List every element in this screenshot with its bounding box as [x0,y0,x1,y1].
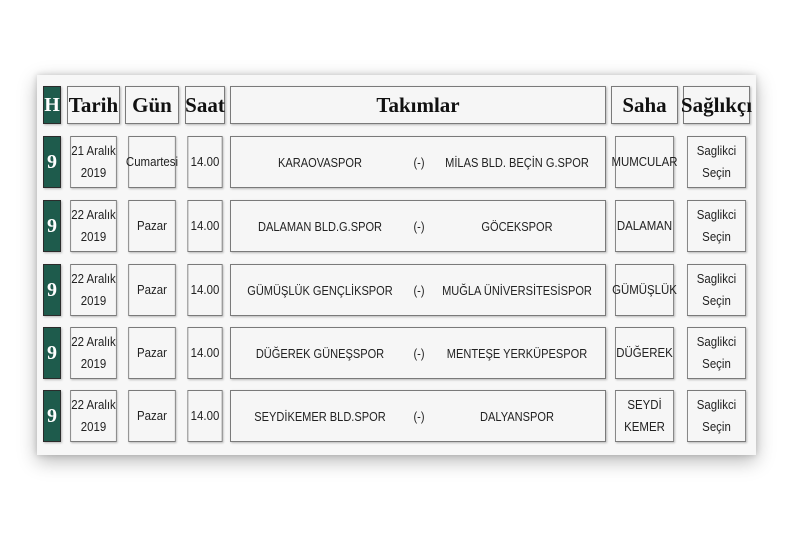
match-teams [230,390,606,442]
match-day: Cumartesi [128,136,176,188]
header-gun: Gün [125,86,179,124]
match-time: 14.00 [187,136,222,188]
match-time: 14.00 [187,327,222,379]
match-venue: DÜĞEREK [615,327,674,379]
match-venue: SEYDİ KEMER [615,390,674,442]
match-date: 22 Aralık 2019 [70,327,117,379]
away-team: MENTEŞE YERKÜPESPOR [446,345,588,361]
match-venue: MUMCULAR [615,136,674,188]
select-medic-button[interactable]: Saglikci Seçin [687,200,746,252]
week-number: 9 [43,200,61,252]
score-separator: (-) [413,282,425,298]
header-saglikci: Sağlıkçı [683,86,750,124]
match-venue: GÜMÜŞLÜK [615,264,674,316]
match-date: 21 Aralık 2019 [70,136,117,188]
match-time: 14.00 [187,200,222,252]
week-number: 9 [43,327,61,379]
match-venue: DALAMAN [615,200,674,252]
score-separator: (-) [413,154,425,170]
home-team: DALAMAN BLD.G.SPOR [257,218,383,234]
match-day: Pazar [128,390,176,442]
match-teams [230,136,606,188]
week-number: 9 [43,136,61,188]
fixture-table [37,75,756,455]
home-team: SEYDİKEMER BLD.SPOR [254,408,386,424]
match-day: Pazar [128,327,176,379]
match-teams [230,327,606,379]
match-day: Pazar [128,200,176,252]
match-date: 22 Aralık 2019 [70,264,117,316]
away-team: MİLAS BLD. BEÇİN G.SPOR [445,154,589,170]
select-medic-button[interactable]: Saglikci Seçin [687,136,746,188]
home-team: GÜMÜŞLÜK GENÇLİKSPOR [247,282,393,298]
home-team: DÜĞEREK GÜNEŞSPOR [255,345,385,361]
score-separator: (-) [413,345,425,361]
header-saat: Saat [185,86,225,124]
select-medic-button[interactable]: Saglikci Seçin [687,390,746,442]
away-team: MUĞLA ÜNİVERSİTESİSPOR [442,282,592,298]
select-medic-button[interactable]: Saglikci Seçin [687,327,746,379]
away-team: DALYANSPOR [480,408,554,424]
score-separator: (-) [413,408,425,424]
home-team: KARAOVASPOR [278,154,362,170]
away-team: GÖCEKSPOR [481,218,553,234]
match-time: 14.00 [187,390,222,442]
week-number: 9 [43,390,61,442]
match-teams [230,200,606,252]
select-medic-button[interactable]: Saglikci Seçin [687,264,746,316]
match-date: 22 Aralık 2019 [70,200,117,252]
header-tarih: Tarih [67,86,120,124]
header-takimlar: Takımlar [230,86,606,124]
week-number: 9 [43,264,61,316]
header-h: H [43,86,61,124]
score-separator: (-) [413,218,425,234]
match-time: 14.00 [187,264,222,316]
header-saha: Saha [611,86,678,124]
match-day: Pazar [128,264,176,316]
match-date: 22 Aralık 2019 [70,390,117,442]
match-teams [230,264,606,316]
